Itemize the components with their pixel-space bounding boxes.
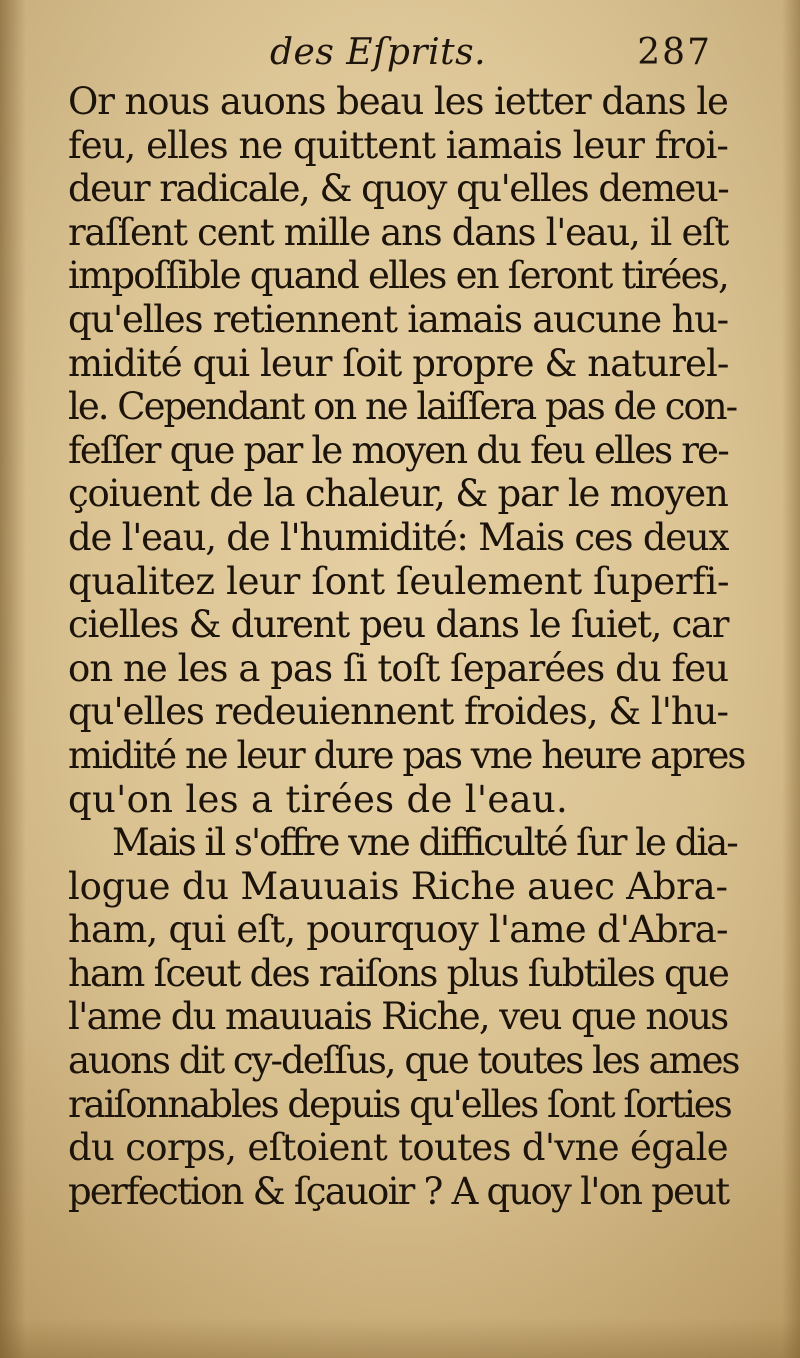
- paragraph-2: [68, 821, 739, 1213]
- paragraph-1: [68, 80, 745, 821]
- text-line: Or nous auons beau les ietter dans le: [68, 80, 728, 123]
- text-line: midité qui leur ſoit propre & naturel-: [68, 341, 729, 385]
- page-shadow-right: [782, 0, 800, 1358]
- text-line: qu'elles retiennent iamais aucune hu-: [68, 297, 728, 341]
- text-line: logue du Mauuais Riche auec Abra-: [68, 864, 728, 908]
- text-line: feu, elles ne quittent iamais leur froi-: [68, 123, 728, 167]
- running-head: des Eſprits.: [270, 32, 487, 73]
- body-text: [68, 80, 745, 1213]
- text-line: perfection & ſçauoir ? A quoy l'on peut: [68, 1169, 729, 1213]
- page-header: [270, 28, 720, 78]
- text-line: qu'on les a tirées de l'eau.: [68, 777, 569, 821]
- page-shadow-left: [0, 0, 26, 1358]
- text-line: on ne les a pas ſi toſt ſeparées du feu: [68, 646, 729, 690]
- text-line: de l'eau, de l'humidité: Mais ces deux: [68, 515, 729, 559]
- text-line: midité ne leur dure pas vne heure apres: [68, 733, 745, 777]
- page-number: 287: [637, 32, 712, 73]
- page-shadow-bottom: [0, 1318, 800, 1358]
- text-line: qualitez leur ſont ſeulement ſuperfi-: [68, 559, 730, 603]
- text-line: impoſſible quand elles en ſeront tirées,: [68, 254, 728, 298]
- text-line: deur radicale, & quoy qu'elles demeu-: [68, 167, 729, 211]
- text-line: raſſent cent mille ans dans l'eau, il eſt: [68, 210, 729, 254]
- text-line: Mais il s'offre vne difficulté ſur le dia-: [112, 821, 737, 865]
- text-line: qu'elles redeuiennent froides, & l'hu-: [68, 690, 728, 734]
- text-line: auons dit cy-deſſus, que toutes les ames: [68, 1039, 739, 1083]
- text-line: l'ame du mauuais Riche, veu que nous: [68, 995, 728, 1039]
- text-line: cielles & durent peu dans le ſuiet, car: [68, 603, 729, 647]
- text-line: raiſonnables depuis qu'elles ſont ſorties: [68, 1082, 731, 1126]
- text-line: çoiuent de la chaleur, & par le moyen: [68, 472, 728, 516]
- text-line: ham ſceut des raiſons plus ſubtiles que: [68, 951, 729, 995]
- text-line: ham, qui eſt, pourquoy l'ame d'Abra-: [68, 908, 728, 952]
- text-line: feſſer que par le moyen du feu elles re-: [68, 428, 728, 472]
- text-line: le. Cependant on ne laiſſera pas de con-: [68, 385, 737, 429]
- text-line: du corps, eſtoient toutes d'vne égale: [68, 1126, 729, 1170]
